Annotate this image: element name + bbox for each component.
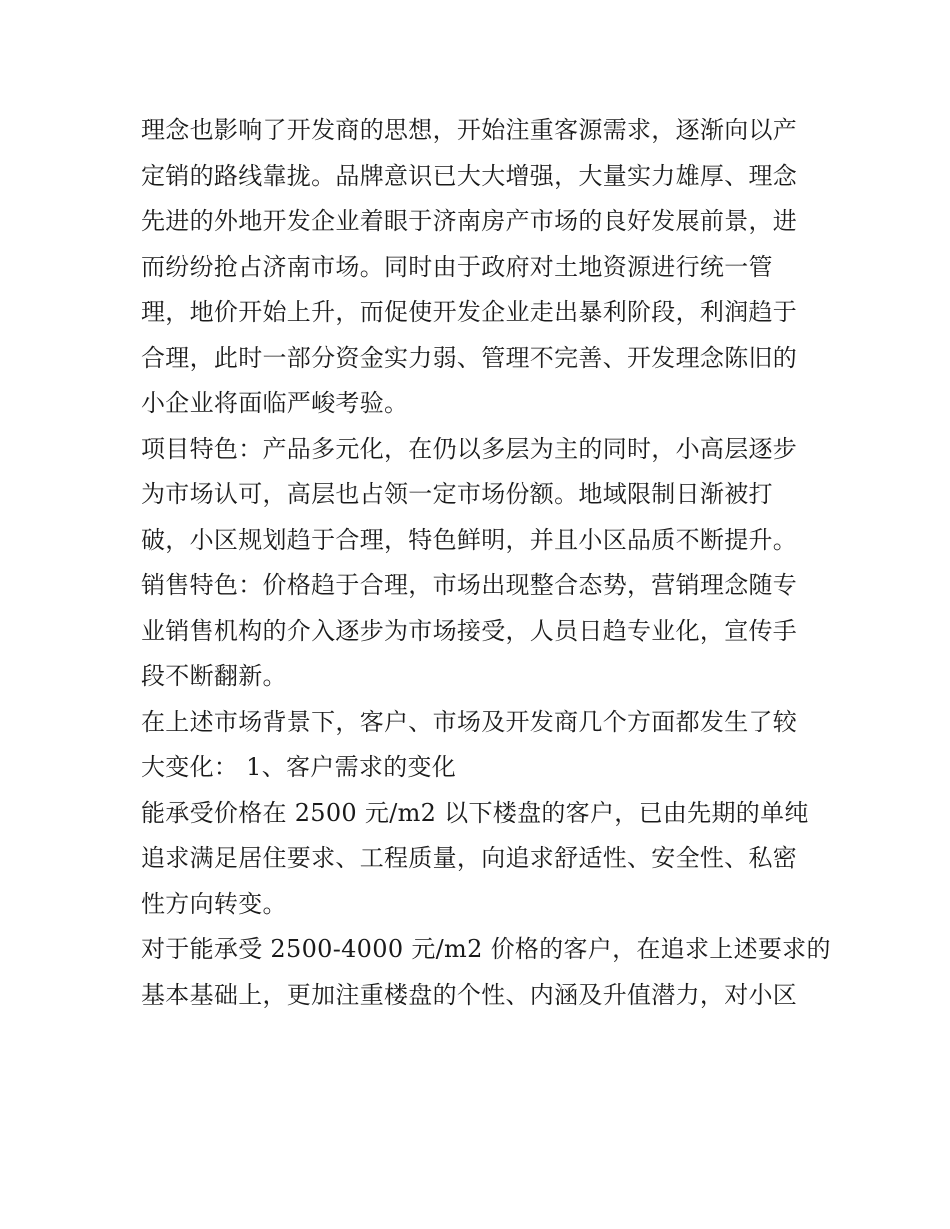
text-line: 段不断翻新。	[141, 662, 287, 690]
text-line: 先进的外地开发企业着眼于济南房产市场的良好发展前景，进	[141, 207, 798, 235]
text-line: 能承受价格在 2500 元/m2 以下楼盘的客户，已由先期的单纯	[141, 798, 809, 827]
text-line: 追求满足居住要求、工程质量，向追求舒适性、安全性、私密	[141, 844, 798, 872]
text-line: 为市场认可，高层也占领一定市场份额。地域限制日渐被打	[141, 480, 773, 508]
text-line: 小企业将面临严峻考验。	[141, 389, 409, 417]
text-line: 理，地价开始上升，而促使开发企业走出暴利阶段，利润趋于	[141, 298, 798, 326]
text-line: 而纷纷抢占济南市场。同时由于政府对土地资源进行统一管	[141, 252, 773, 281]
text-line: 基本基础上，更加注重楼盘的个性、内涵及升值潜力，对小区	[141, 980, 798, 1009]
text-line: 对于能承受 2500-4000 元/m2 价格的客户，在追求上述要求的	[141, 935, 831, 963]
text-line: 破，小区规划趋于合理，特色鲜明，并且小区品质不断提升。	[141, 525, 798, 554]
text-line: 定销的路线靠拢。品牌意识已大大增强，大量实力雄厚、理念	[141, 161, 798, 190]
text-line: 项目特色：产品多元化，在仍以多层为主的同时，小高层逐步	[141, 434, 798, 463]
body-text	[141, 108, 831, 1018]
text-line: 性方向转变。	[141, 889, 287, 918]
text-line: 大变化： 1、客户需求的变化	[141, 753, 457, 781]
text-line: 合理，此时一部分资金实力弱、管理不完善、开发理念陈旧的	[141, 343, 798, 372]
text-line: 在上述市场背景下，客户、市场及开发商几个方面都发生了较	[141, 707, 798, 736]
text-line: 理念也影响了开发商的思想，开始注重客源需求，逐渐向以产	[141, 116, 798, 144]
text-line: 业销售机构的介入逐步为市场接受，人员日趋专业化，宣传手	[141, 616, 798, 645]
text-line: 销售特色：价格趋于合理，市场出现整合态势，营销理念随专	[141, 571, 798, 599]
